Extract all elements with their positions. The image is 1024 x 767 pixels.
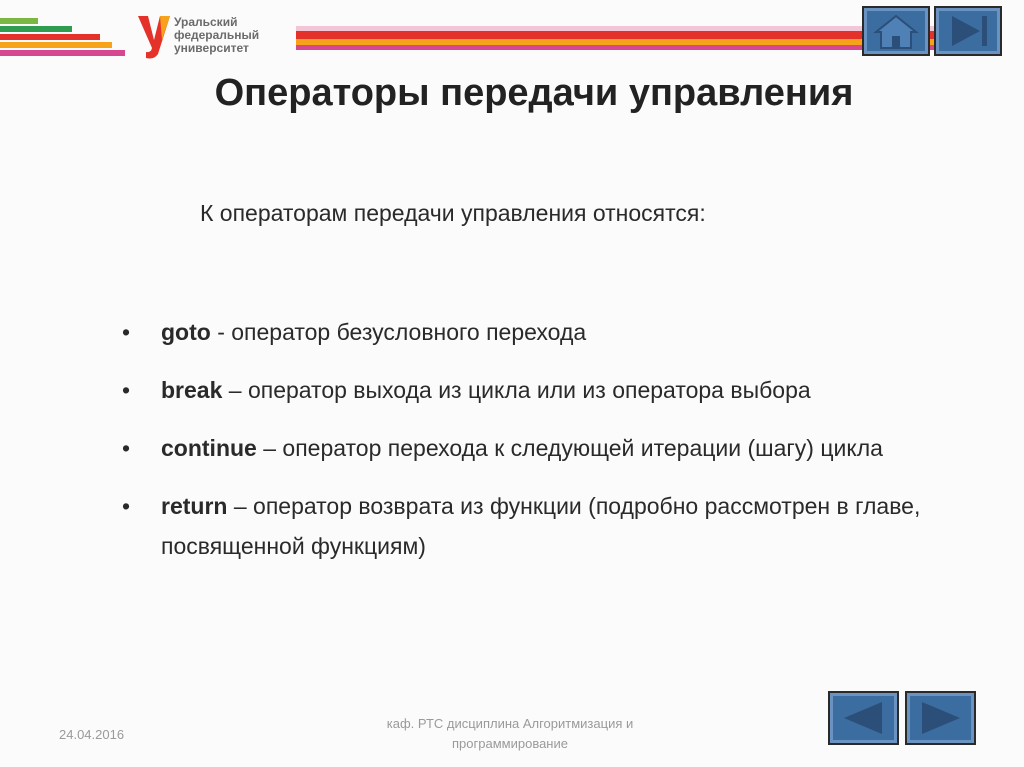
slide-title: Операторы передачи управления [214,72,854,114]
logo-mark-icon [138,14,170,60]
operator-keyword: continue [161,435,257,461]
operator-keyword: return [161,493,228,519]
triangle-right-icon [907,693,974,743]
list-item [120,312,990,352]
university-name-line: федеральный [174,28,260,42]
previous-slide-button[interactable] [828,691,899,745]
list-item [120,428,990,468]
skip-to-end-button[interactable] [934,6,1002,56]
footer-caption: каф. РТС дисциплина Алгоритмизация и программирование [386,716,634,751]
bullet-icon: • [122,377,131,403]
home-icon [864,8,928,54]
skip-to-end-icon [936,8,1000,54]
bullet-icon: • [122,435,131,461]
operator-keyword: break [161,377,223,403]
operator-description: – оператор перехода к следующей итерации (шагу) цикла [256,435,883,461]
list-item [120,486,990,566]
university-name-line: университет [174,41,249,55]
intro-text: К операторам передачи управления относятся: [200,200,706,226]
operator-description: - оператор безусловного перехода [210,319,587,345]
operator-keyword: goto [161,319,211,345]
triangle-left-icon [830,693,897,743]
home-button[interactable] [862,6,930,56]
next-slide-button[interactable] [905,691,976,745]
university-name-line: Уральский [174,15,238,29]
bullet-icon: • [122,493,131,519]
university-name [174,16,259,55]
operator-description: – оператор возврата из функции (подробно рассмотрен в главе, посвященной функциям) [161,493,921,559]
operator-description: – оператор выхода из цикла или из оператора выбора [222,377,811,403]
university-logo [138,14,288,64]
bullet-icon: • [122,319,131,345]
operator-list [120,312,990,584]
header-stripes-left [0,18,125,60]
slide-date: 24.04.2016 [59,727,125,742]
list-item [120,370,990,410]
